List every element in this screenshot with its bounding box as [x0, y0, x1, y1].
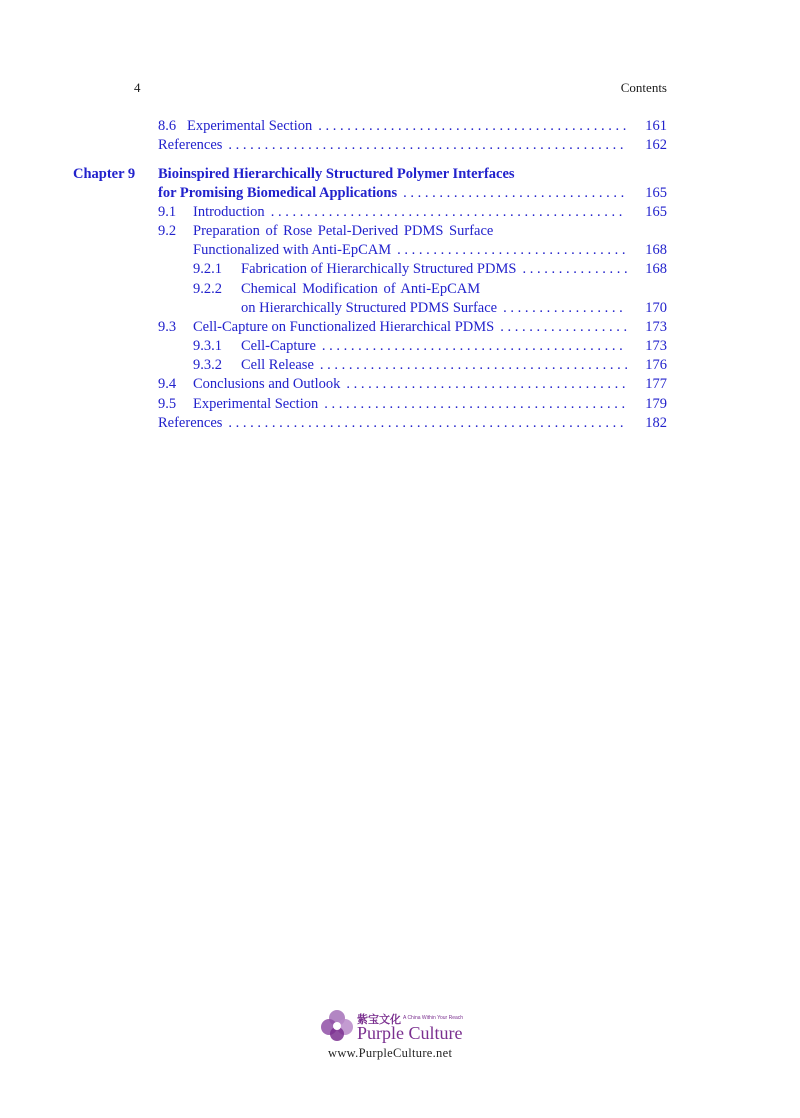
toc-entry-number: 9.2.2 [193, 281, 222, 297]
toc-entry[interactable] [193, 337, 667, 356]
toc-entry-number: 9.1 [158, 204, 177, 220]
running-title: Contents [620, 80, 667, 95]
toc-entry[interactable] [158, 318, 667, 337]
watermark-url: www.PurpleCulture.net [328, 1046, 453, 1060]
toc-entry-title: Fabrication of Hierarchically Structured PDMS [241, 261, 517, 277]
toc-entry[interactable] [193, 356, 667, 375]
toc-entry[interactable] [158, 203, 667, 222]
toc-entry-title: Cell Release [241, 357, 314, 373]
toc-entry-line1[interactable] [193, 280, 667, 299]
leader-dots [340, 375, 627, 394]
toc-entry-page: 162 [645, 137, 667, 153]
toc-entry[interactable] [158, 117, 667, 136]
toc-entry-title: Cell-Capture on Functionalized Hierarchical PDMS [193, 319, 495, 335]
toc-entry-page: 173 [645, 338, 667, 354]
watermark-logo [320, 1006, 480, 1066]
toc-entry-page: 179 [645, 396, 667, 412]
leader-dots [316, 337, 627, 356]
toc-entry-title: for Promising Biomedical Applications [158, 185, 398, 201]
toc-entry-page: 182 [645, 415, 667, 431]
toc-entry-number: 9.3.1 [193, 338, 222, 354]
toc-entry-page: 177 [645, 376, 667, 392]
page-number: 4 [134, 80, 141, 95]
toc-entry-number: 9.5 [158, 396, 177, 412]
leader-dots [314, 356, 627, 375]
toc-entry-line1[interactable] [158, 222, 667, 241]
toc-entry-title: on Hierarchically Structured PDMS Surface [241, 300, 498, 316]
toc-entry[interactable] [158, 241, 667, 260]
toc-entry-title: Experimental Section [187, 118, 313, 134]
leader-dots [497, 299, 627, 318]
toc-entry-page: 165 [645, 185, 667, 201]
leader-dots [516, 260, 627, 279]
leader-dots [397, 184, 627, 203]
toc-entry-page: 168 [645, 242, 667, 258]
leader-dots [222, 414, 627, 433]
toc-entry-number: 8.6 [158, 118, 177, 134]
toc-entry-title: Experimental Section [193, 396, 319, 412]
toc-entry[interactable] [158, 136, 667, 155]
toc-entry-title: References [158, 137, 223, 153]
toc-entry-title: References [158, 415, 223, 431]
toc-entry-title: Conclusions and Outlook [193, 376, 341, 392]
toc-entry-title: Introduction [193, 204, 265, 220]
toc-entry-title: Bioinspired Hierarchically Structured Polymer Interfaces [158, 166, 515, 182]
toc-entry-number: 9.4 [158, 376, 177, 392]
toc-entry-title: Cell-Capture [241, 338, 316, 354]
toc-entry-number: 9.2 [158, 223, 177, 239]
toc-entry[interactable] [158, 375, 667, 394]
toc-entry-title: Functionalized with Anti-EpCAM [193, 242, 392, 258]
toc-entry[interactable] [158, 395, 667, 414]
leader-dots [494, 318, 627, 337]
toc-entry-number: 9.2.1 [193, 261, 222, 277]
toc-entry-title: Preparation of Rose Petal-Derived PDMS Surface [193, 223, 494, 239]
page-header [134, 80, 667, 98]
chapter-title-line1[interactable] [158, 165, 667, 184]
toc-entry-page: 161 [645, 118, 667, 134]
toc-entry-page: 176 [645, 357, 667, 373]
toc-entry-page: 173 [645, 319, 667, 335]
toc-entry[interactable] [158, 184, 667, 203]
leader-dots [222, 136, 627, 155]
leader-dots [312, 117, 627, 136]
toc-entry-number: 9.3 [158, 319, 177, 335]
leader-dots [391, 241, 627, 260]
toc-entry-page: 168 [645, 261, 667, 277]
leader-dots [265, 203, 627, 222]
leader-dots [318, 395, 627, 414]
watermark-brand: Purple Culture [357, 1023, 463, 1043]
toc-entry[interactable] [193, 260, 667, 279]
toc-entry-title: Chemical Modification of Anti-EpCAM [241, 281, 481, 297]
toc-entry-page: 165 [645, 204, 667, 220]
flower-logo-icon [320, 1008, 354, 1042]
toc-entry-number: 9.3.2 [193, 357, 222, 373]
toc-entry[interactable] [193, 299, 667, 318]
watermark-chinese-name: 紫宝文化 [357, 1013, 401, 1026]
watermark-tagline: A China Within Your Reach [403, 1015, 464, 1021]
toc-entry[interactable] [158, 414, 667, 433]
toc-entry-page: 170 [645, 300, 667, 316]
chapter-label: Chapter 9 [73, 166, 136, 182]
